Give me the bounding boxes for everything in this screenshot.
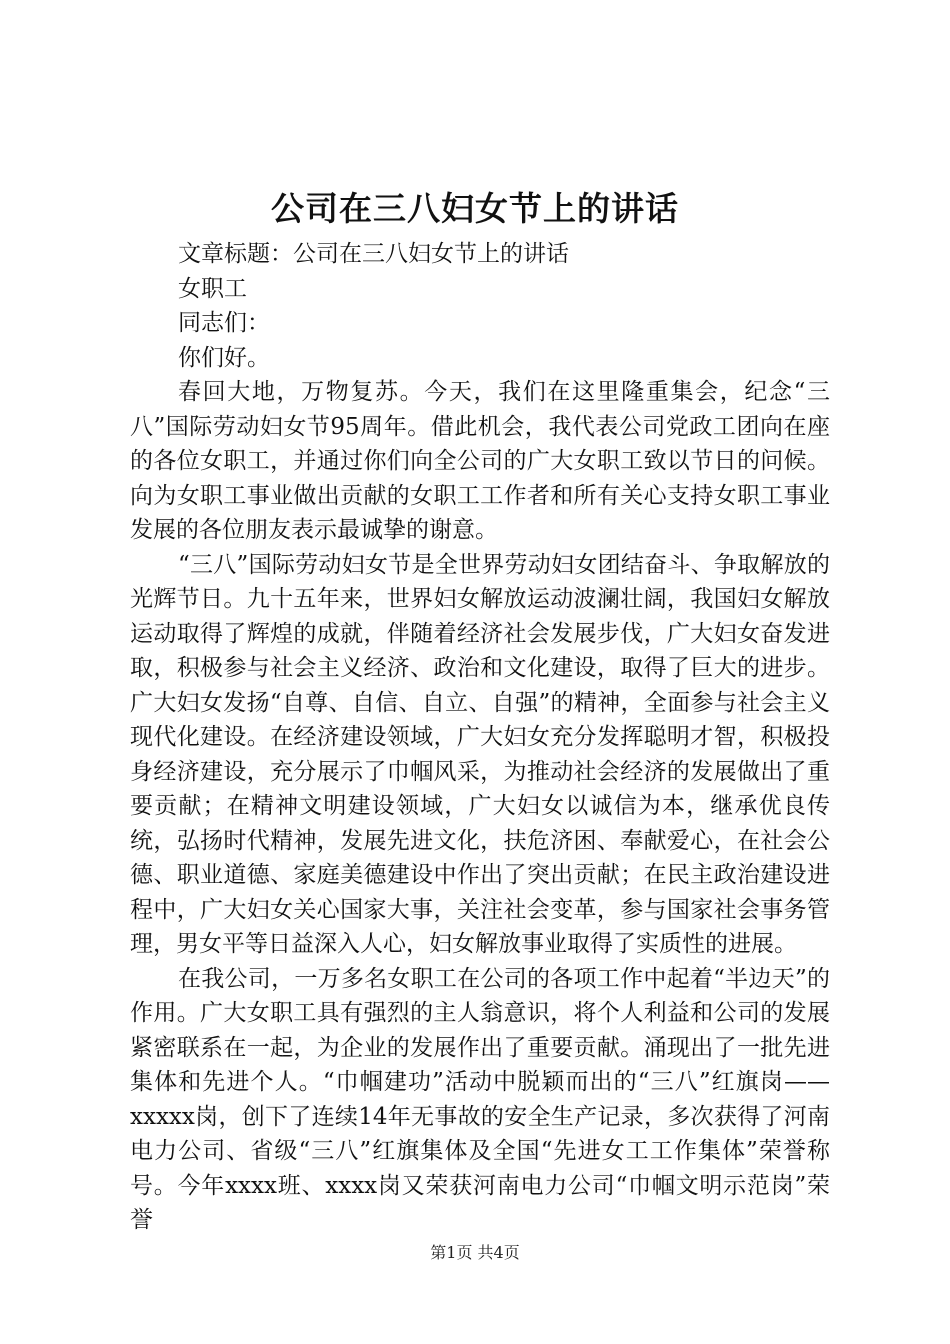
- paragraph-body: 春回大地，万物复苏。今天，我们在这里隆重集会，纪念“三八”国际劳动妇女节95周年。借此机会，我代表公司党政工团向在座的各位女职工，并通过你们向全公司的广大女职工致以节日的问候。向为女职工事业做出贡献的女职工工作者和所有关心支持女职工事业发展的各位朋友表示最诚挚的谢意。: [130, 379, 830, 543]
- paragraph-article-title: 文章标题：公司在三八妇女节上的讲话: [178, 241, 569, 267]
- document-title: 公司在三八妇女节上的讲话: [271, 189, 679, 228]
- paragraph-audience: 女职工: [178, 275, 247, 302]
- paragraph-body: “三八”国际劳动妇女节是全世界劳动妇女团结奋斗、争取解放的光辉节日。九十五年来，世界妇女解放运动波澜壮阔，我国妇女解放运动取得了辉煌的成就，伴随着经济社会发展步伐，广大妇女奋发进取，积极参与社会主义经济、政治和文化建设，取得了巨大的进步。广大妇女发扬“自尊、自信、自立、自强”的精神，全面参与社会主义现代化建设。在经济建设领域，广大妇女充分发挥聪明才智，积极投身经济建设，充分展示了巾帼风采，为推动社会经济的发展做出了重要贡献；在精神文明建设领域，广大妇女以诚信为本，继承优良传统，弘扬时代精神，发展先进文化，扶危济困、奉献爱心，在社会公德、职业道德、家庭美德建设中作出了突出贡献；在民主政治建设进程中，广大妇女关心国家大事，关注社会变革，参与国家社会事务管理，男女平等日益深入人心，妇女解放事业取得了实质性的进展。: [130, 551, 830, 957]
- paragraph-salutation: 同志们：: [178, 310, 270, 336]
- paragraph-body: 在我公司，一万多名女职工在公司的各项工作中起着“半边天”的作用。广大女职工具有强烈的主人翁意识，将个人利益和公司的发展紧密联系在一起，为企业的发展作出了重要贡献。涌现出了一批先进集体和先进个人。“巾帼建功”活动中脱颖而出的“三八”红旗岗——xxxxx岗，创下了连续14年无事故的安全生产记录，多次获得了河南电力公司、省级“三八”红旗集体及全国“先进女工工作集体”荣誉称号。今年xxxx班、xxxx岗又荣获河南电力公司“巾帼文明示范岗”荣誉: [130, 965, 830, 1233]
- page-number: 第1页 共4页: [430, 1243, 520, 1262]
- paragraph-greeting: 你们好。: [178, 344, 270, 371]
- document-body: [130, 237, 830, 1238]
